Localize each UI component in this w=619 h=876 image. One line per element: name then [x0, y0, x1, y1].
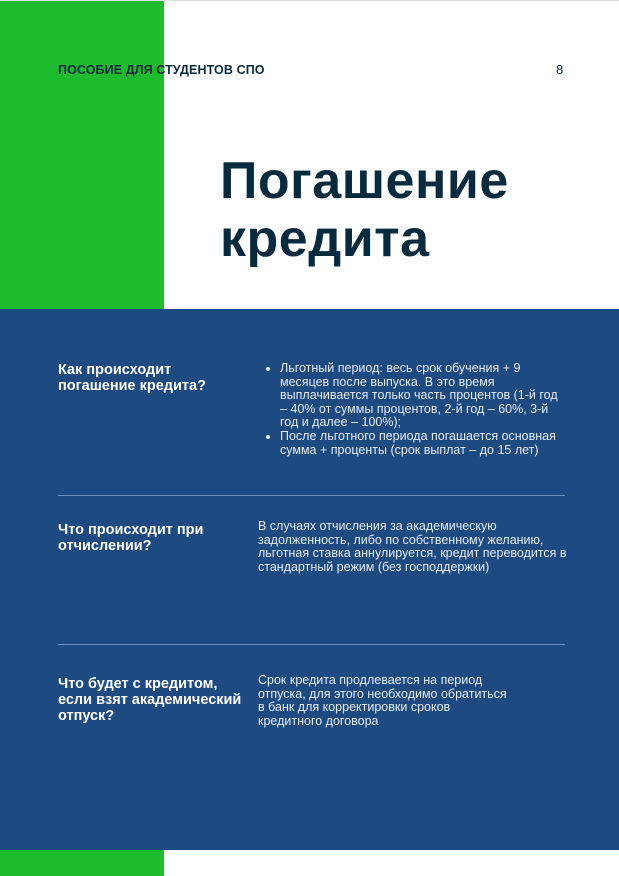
green-accent-block-top [0, 1, 164, 309]
faq-answer [258, 362, 568, 457]
faq-answer: Срок кредита продлевается на период отпуска, для этого необходимо обратиться в банк для корректировки сроков кредитного договора [258, 673, 507, 728]
faq-question: Что будет с кредитом, если взят академический отпуск? [58, 676, 242, 724]
faq-question: Как происходит погашение кредита? [58, 362, 206, 394]
divider [58, 495, 565, 496]
title-line-2: кредита [220, 210, 430, 268]
faq-question: Что происходит при отчислении? [58, 522, 204, 554]
page-title [220, 152, 509, 268]
bullet-item: • Льготный период: весь срок обучения + 9 месяцев после выпуска. В это время выплачивается только часть процентов (1-й год – 40% от суммы процентов, 2-й год – 60%, 3-й год и далее – 100%); [280, 362, 568, 430]
bullet-item: • После льготного периода погашается основная сумма + проценты (срок выплат – до 15 лет) [280, 430, 568, 457]
faq-panel [0, 309, 619, 850]
page-number: 8 [556, 62, 564, 77]
title-line-1: Погашение [220, 152, 509, 210]
faq-answer: В случаях отчисления за академическую задолженность, либо по собственному желанию, льготная ставка аннулируется, кредит переводится в стандартный режим (без господдержки) [258, 519, 567, 574]
bullet-list [258, 362, 568, 457]
divider [58, 644, 565, 645]
running-header: ПОСОБИЕ ДЛЯ СТУДЕНТОВ СПО [58, 63, 265, 77]
green-accent-block-bottom [0, 850, 164, 876]
